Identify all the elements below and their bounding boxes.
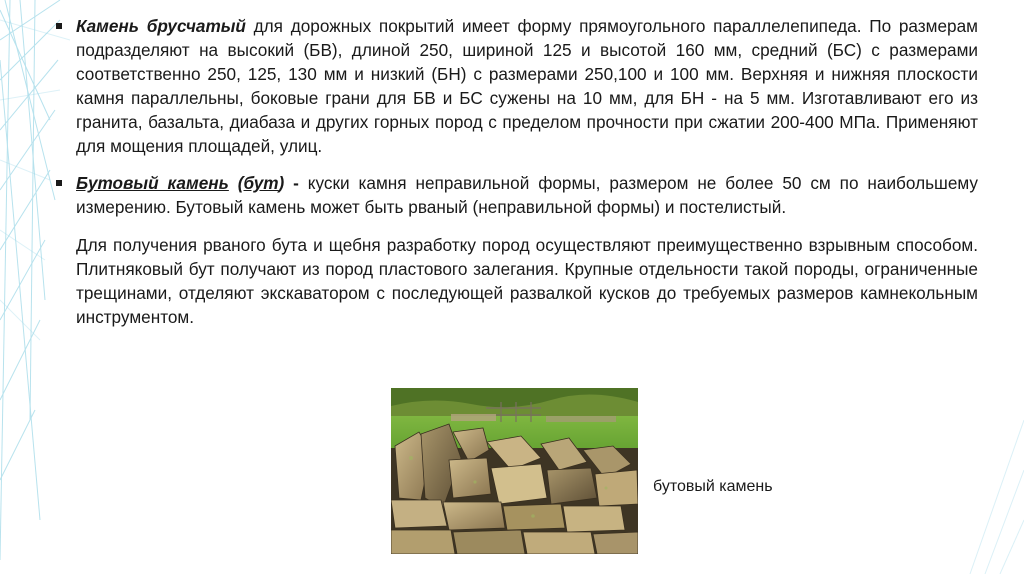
dash: - [284,173,299,193]
bullet-marker [56,180,62,186]
term-rubble-stone: Бутовый камень [76,173,229,193]
paragraph-rubble-production: Для получения рваного бута и щебня разработку пород осуществляют преимущественно взрывным способом. Плитняковый бут получают из пород пластового залегания. Крупные отдельности такой породы, ограниченные трещинами, отделяют экскаватором с последующей развалкой кусков до требуемых размеров камнекольным инструментом. [76,235,978,327]
rubble-stone-photo [391,388,638,554]
bullet-rubble-stone-text: куски камня неправильной формы, размером не более 50 см по наибольшему измерению. Бутовый камень может быть рваный (неправильной формы) и постелистый. [76,173,979,217]
term-paving-stone: Камень брусчатый [76,16,246,36]
bullet-paving-stone-text: для дорожных покрытий имеет форму прямоугольного параллелепипеда. По размерам подразделяют на высокий (БВ), длиной 250, шириной 125 и высотой 160 мм, средний (БС) с размерами соответственно 250, 125, 130 мм и низкий (БН) с размерами 250,100 и 100 мм. Верхняя и нижняя плоскости камня параллельны, боковые грани для БВ и БС сужены на 10 мм, для БН - на 5 мм. Изготавливают его из гранита, базальта, диабаза и других горных пород с пределом прочности при сжатии 200-400 МПа. Применяют для мощения площадей, улиц. [76,16,978,156]
image-caption: бутовый камень [653,478,773,495]
bullet-paving-stone [56,14,978,158]
slide-content [56,14,978,329]
paren-open: ( [228,173,244,193]
term-but: бут [243,173,279,193]
paren-close: ) [278,173,285,193]
bullet-rubble-stone [56,171,978,219]
bullet-marker [56,23,62,29]
